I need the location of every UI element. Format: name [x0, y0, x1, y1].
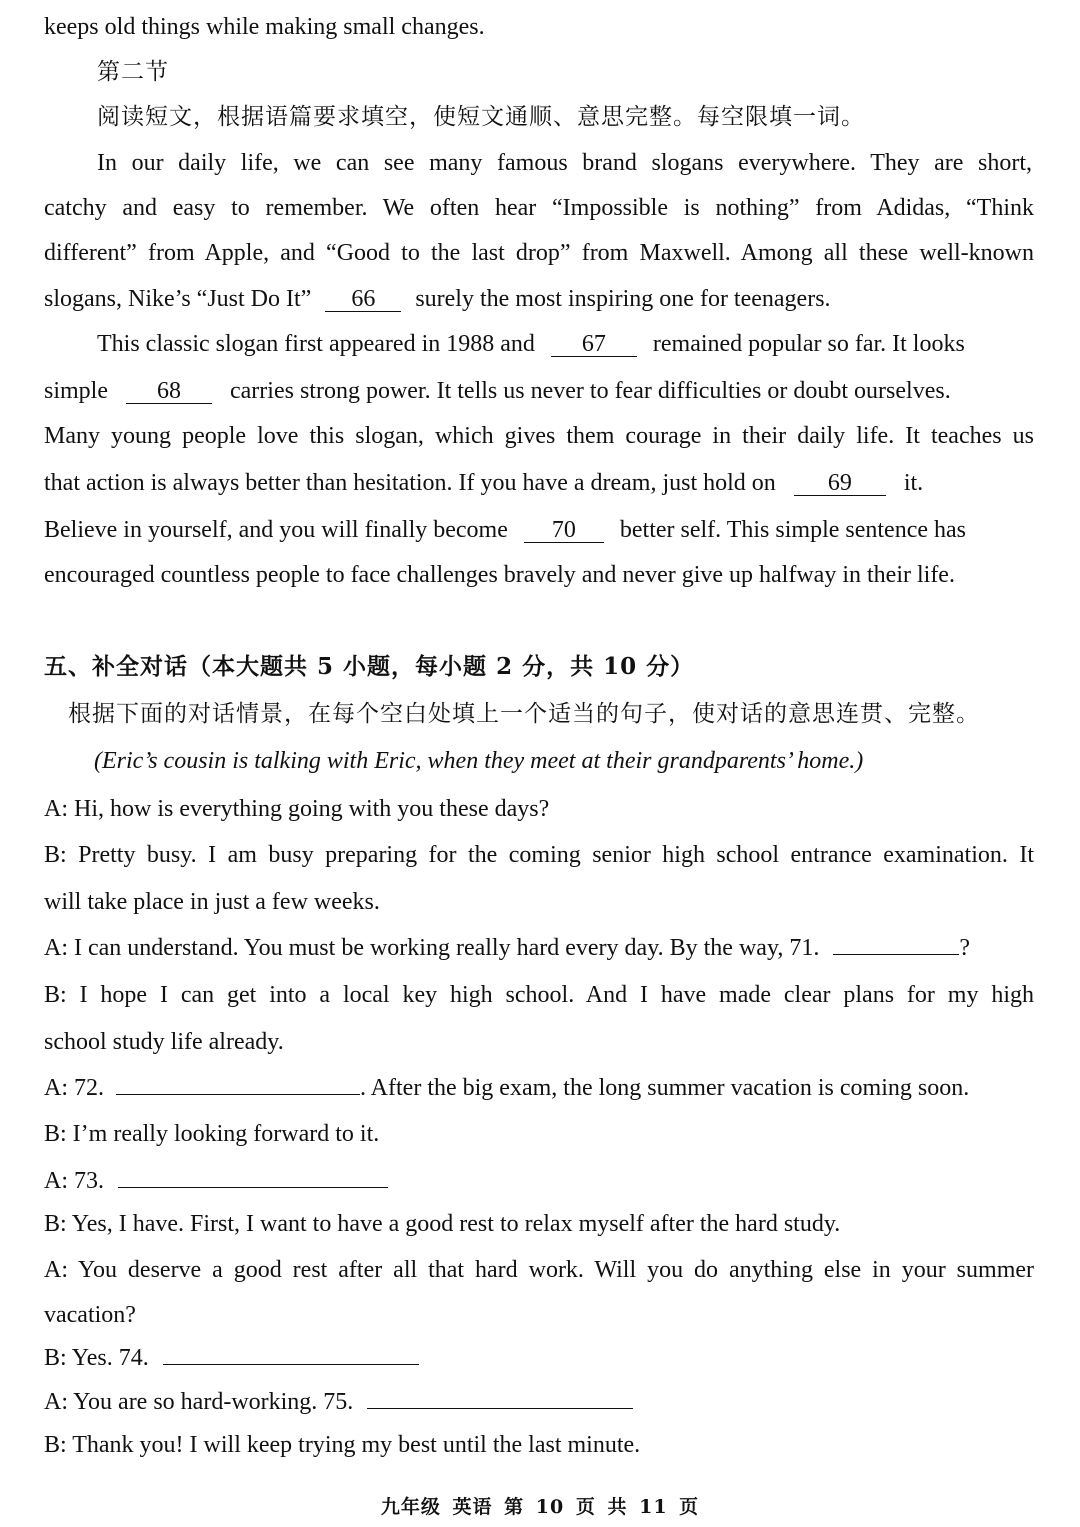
- heading-text: 五、补全对话（本大题共: [44, 653, 308, 680]
- answer-blank-74[interactable]: [163, 1364, 419, 1365]
- answer-blank-71[interactable]: [833, 954, 959, 955]
- dialog-line: school study life already.: [44, 1029, 284, 1055]
- footer-grade: 九年级: [380, 1496, 441, 1518]
- dialog-text: A: 73.: [44, 1168, 104, 1194]
- heading-number: 5: [317, 653, 335, 680]
- passage-text: remained popular so far. It looks: [652, 331, 965, 357]
- dialog-line: B: I’m really looking forward to it.: [44, 1121, 380, 1147]
- heading-number: 10: [603, 653, 638, 680]
- passage-text: surely the most inspiring one for teenagers.: [415, 286, 831, 312]
- dialog-text: B: Yes. 74.: [44, 1345, 149, 1371]
- passage-line: [44, 284, 1034, 314]
- dialog-line: B: Yes, I have. First, I want to have a good rest to relax myself after the hard study.: [44, 1211, 841, 1237]
- passage-line: [44, 376, 1034, 406]
- dialog-line: A: You deserve a good rest after all that hard work. Will you do anything else in your summer: [44, 1257, 1034, 1283]
- passage-text: This classic slogan first appeared in 1988 and: [97, 331, 535, 357]
- passage-line: catchy and easy to remember. We often hear “Impossible is nothing” from Adidas, “Think: [44, 195, 1034, 221]
- blank-66[interactable]: 66: [325, 287, 401, 312]
- section-title: 第二节: [97, 59, 169, 85]
- blank-70[interactable]: 70: [524, 518, 604, 543]
- dialog-line: [44, 1166, 1034, 1196]
- footer-page-number: 10: [535, 1496, 565, 1518]
- dialog-context: (Eric’s cousin is talking with Eric, when they meet at their grandparents’ home.): [94, 748, 864, 774]
- dialog-instructions: 根据下面的对话情景，在每个空白处填上一个适当的句子，使对话的意思连贯、完整。: [68, 701, 980, 727]
- dialog-text: A: 72.: [44, 1075, 104, 1101]
- footer-total-pages: 11: [639, 1496, 668, 1518]
- passage-line: [44, 515, 1034, 545]
- passage-line: different” from Apple, and “Good to the last drop” from Maxwell. Among all these well-known: [44, 240, 1034, 266]
- section-five-heading: [44, 652, 1034, 682]
- dialog-line: vacation?: [44, 1302, 136, 1328]
- dialog-line: [44, 933, 1034, 963]
- passage-line: Many young people love this slogan, which gives them courage in their daily life. It teaches us: [44, 423, 1034, 449]
- heading-text: 分）: [646, 653, 695, 680]
- dialog-text: A: I can understand. You must be working really hard every day. By the way, 71.: [44, 935, 820, 961]
- dialog-line: [44, 1387, 1034, 1417]
- footer-text: 页: [679, 1496, 700, 1518]
- passage-line: encouraged countless people to face challenges bravely and never give up halfway in their life.: [44, 562, 955, 588]
- answer-blank-75[interactable]: [367, 1408, 633, 1409]
- passage-line: [97, 329, 1032, 359]
- footer-text: 页: [575, 1496, 596, 1518]
- passage-text: simple: [44, 378, 108, 404]
- passage-text: it.: [903, 470, 924, 496]
- dialog-line: B: I hope I can get into a local key high school. And I have made clear plans for my high: [44, 982, 1034, 1008]
- blank-67[interactable]: 67: [551, 332, 637, 357]
- passage-text: Believe in yourself, and you will finally become: [44, 517, 508, 543]
- passage-text: slogans, Nike’s “Just Do It”: [44, 286, 312, 312]
- heading-text: 小题，每小题: [343, 653, 488, 680]
- answer-blank-72[interactable]: [116, 1094, 360, 1095]
- blank-68[interactable]: 68: [126, 379, 212, 404]
- dialog-line: will take place in just a few weeks.: [44, 889, 380, 915]
- answer-blank-73[interactable]: [118, 1187, 388, 1188]
- passage-text: that action is always better than hesitation. If you have a dream, just hold on: [44, 470, 776, 496]
- dialog-line: A: Hi, how is everything going with you these days?: [44, 796, 550, 822]
- passage-text: better self. This simple sentence has: [619, 517, 966, 543]
- passage-line: In our daily life, we can see many famous brand slogans everywhere. They are short,: [97, 150, 1032, 176]
- dialog-line: B: Thank you! I will keep trying my best until the last minute.: [44, 1432, 641, 1458]
- dialog-text: A: You are so hard-working. 75.: [44, 1389, 354, 1415]
- dialog-text: . After the big exam, the long summer vacation is coming soon.: [360, 1075, 970, 1101]
- heading-text: 分，共: [522, 653, 595, 680]
- blank-69[interactable]: 69: [794, 471, 886, 496]
- dialog-text: ?: [959, 935, 971, 961]
- page-footer: [0, 1492, 1080, 1519]
- dialog-line: [44, 1343, 1034, 1373]
- previous-text-ending: keeps old things while making small changes.: [44, 14, 485, 40]
- passage-text: carries strong power. It tells us never to fear difficulties or doubt ourselves.: [230, 378, 951, 404]
- passage-line: [44, 468, 1034, 498]
- footer-text: 第: [504, 1496, 525, 1518]
- footer-text: 共: [607, 1496, 628, 1518]
- heading-number: 2: [496, 653, 514, 680]
- dialog-line: B: Pretty busy. I am busy preparing for the coming senior high school entrance examination. It: [44, 842, 1034, 868]
- footer-subject: 英语: [452, 1496, 493, 1518]
- dialog-line: [44, 1073, 1034, 1103]
- section-instructions: 阅读短文，根据语篇要求填空，使短文通顺、意思完整。每空限填一词。: [97, 104, 865, 130]
